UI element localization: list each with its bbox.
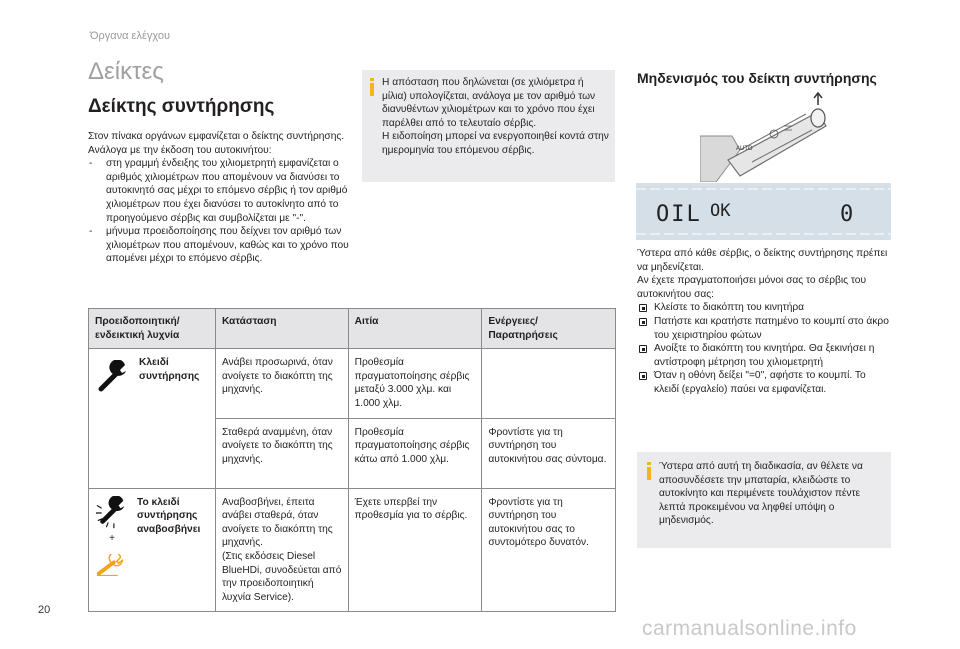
warning-lamp-table (88, 308, 616, 612)
intro-item: - στη γραμμή ένδειξης του χιλιομετρητή εμφανίζεται ο αριθμός χιλιομέτρων που απομένουν να διανύσει το αυτοκινητό σας μέχρι το επόμενο σέρβις ή τον αριθμό χιλιομέτρων που έχει διανύσει το αυτοκίνητο από το προηγούμενο σέρβις και συμβολίζεται με "-". (88, 157, 350, 225)
table-cell: Προθεσμία πραγματοποίησης σέρβις μεταξύ 3.000 χλμ. και 1.000 χλμ. (348, 349, 482, 418)
table-header-cell: Αιτία (348, 309, 482, 349)
section-label: Όργανα ελέγχου (90, 30, 170, 42)
dashboard-display (636, 183, 891, 240)
display-zero-text: 0 (840, 202, 854, 227)
reset-step: Ανοίξτε το διακόπτη του κινητήρα. Θα ξεκινήσει η αντίστροφη μέτρηση του χιλιομετρητή (637, 342, 892, 369)
table-cell: Αναβοσβήνει, έπειτα ανάβει σταθερά, όταν ανοίγετε το διακόπτη της μηχανής. (Στις εκδόσεις Diesel BlueHDi, συνοδεύεται από την προειδοποιητική λυχνία Service). (215, 488, 348, 612)
stalk-auto-label: AUTO (736, 146, 753, 152)
table-header-cell: Ενέργειες/ Παρατηρήσεις (482, 309, 616, 349)
reset-step: Κλείστε το διακόπτη του κινητήρα (637, 301, 892, 315)
table-header-cell: Προειδοποιητική/ ενδεικτική λυχνία (89, 309, 216, 349)
lamp-name-maintenance: Κλειδί συντήρησης (139, 357, 200, 382)
intro-text (88, 130, 350, 266)
table-row (89, 488, 616, 612)
intro-list (88, 157, 350, 266)
plus-sign: + (109, 533, 115, 545)
table-cell: Ανάβει προσωρινά, όταν ανοίγετε το διακόπτη της μηχανής. (215, 349, 348, 418)
wrench-icon (95, 360, 131, 396)
reset-steps (637, 301, 892, 396)
info-box-top (362, 70, 615, 182)
intro-paragraph: Στον πίνακα οργάνων εμφανίζεται ο δείκτης συντήρησης. Ανάλογα με την έκδοση του αυτοκινήτου: (88, 131, 345, 156)
table-cell-lamp (89, 488, 216, 612)
info-box-bottom (637, 452, 891, 548)
chapter-title: Δείκτες (88, 58, 164, 85)
table-cell: Φροντίστε για τη συντήρηση του αυτοκινήτου σας σύντομα. (482, 418, 616, 488)
table-cell: Σταθερά αναμμένη, όταν ανοίγετε το διακόπτη της μηχανής. (215, 418, 348, 488)
flashing-wrench-icon (95, 496, 129, 530)
subtitle: Δείκτης συντήρησης (88, 96, 275, 117)
reset-step: Πατήστε και κρατήστε πατημένο το κουμπί στο άκρο του χειριστηρίου φώτων (637, 315, 892, 342)
page-number: 20 (38, 604, 51, 616)
display-oil-text: OIL (656, 202, 702, 227)
table-cell (482, 349, 616, 418)
lighting-stalk-icon (700, 90, 830, 182)
table-cell: Προθεσμία πραγματοποίησης σέρβις κάτω από 1.000 χλμ. (348, 418, 482, 488)
table-header-cell: Κατάσταση (215, 309, 348, 349)
lamp-name-flashing: Το κλειδί συντήρησης αναβοσβήνει (137, 496, 201, 535)
table-cell-lamp (89, 349, 216, 488)
reset-step: Όταν η οθόνη δείξει "=0", αφήστε το κουμπί. Το κλειδί (εργαλείο) παύει να εμφανίζεται. (637, 369, 892, 396)
reset-instructions (637, 247, 892, 397)
info-box-top-text: Η απόσταση που δηλώνεται (σε χιλιόμετρα ή μίλια) υπολογίζεται, ανάλογα με τον αριθμό των διανυθέντων χιλιομέτρων και το χρόνο που έχει παρέλθει από το τελευταίο σέρβις. Η ειδοποίηση μπορεί να ενεργοποιηθεί κοντά στην ημερομηνία του επόμενου σέρβις. (382, 77, 609, 156)
table-cell: Φροντίστε για τη συντήρηση του αυτοκινήτου σας το συντομότερο δυνατόν. (482, 488, 616, 612)
watermark: carmanualsonline.info (642, 617, 857, 640)
reset-heading: Μηδενισμός του δείκτη συντήρησης (637, 70, 877, 86)
info-box-bottom-text: Ύστερα από αυτή τη διαδικασία, αν θέλετε να αποσυνδέσετε την μπαταρία, κλειδώστε το αυτοκίνητο και περιμένετε τουλάχιστον πέντε λεπτά προκειμένου να ληφθεί υπόψη ο μηδενισμός. (659, 461, 863, 527)
info-icon (647, 462, 651, 482)
intro-item: - μήνυμα προειδοποίησης που δείχνει τον αριθμό των χιλιομέτρων που απομένουν, καθώς και το χρόνο που απομένει μέχρι το επόμενο σέρβις. (88, 225, 350, 266)
table-row (89, 349, 616, 418)
reset-paragraph-1: Ύστερα από κάθε σέρβις, ο δείκτης συντήρησης πρέπει να μηδενίζεται. (637, 248, 888, 273)
flashing-wrench-group (95, 496, 129, 583)
display-ok-text: OK (710, 201, 731, 221)
table-cell: Έχετε υπερβεί την προθεσμία για το σέρβις. (348, 488, 482, 612)
service-wrench-outline-icon (95, 554, 129, 578)
info-icon (370, 78, 374, 98)
lighting-stalk-illustration (700, 90, 830, 182)
reset-paragraph-2: Αν έχετε πραγματοποιήσει μόνοι σας το σέρβις του αυτοκινήτου σας: (637, 275, 867, 300)
table-header-row (89, 309, 616, 349)
